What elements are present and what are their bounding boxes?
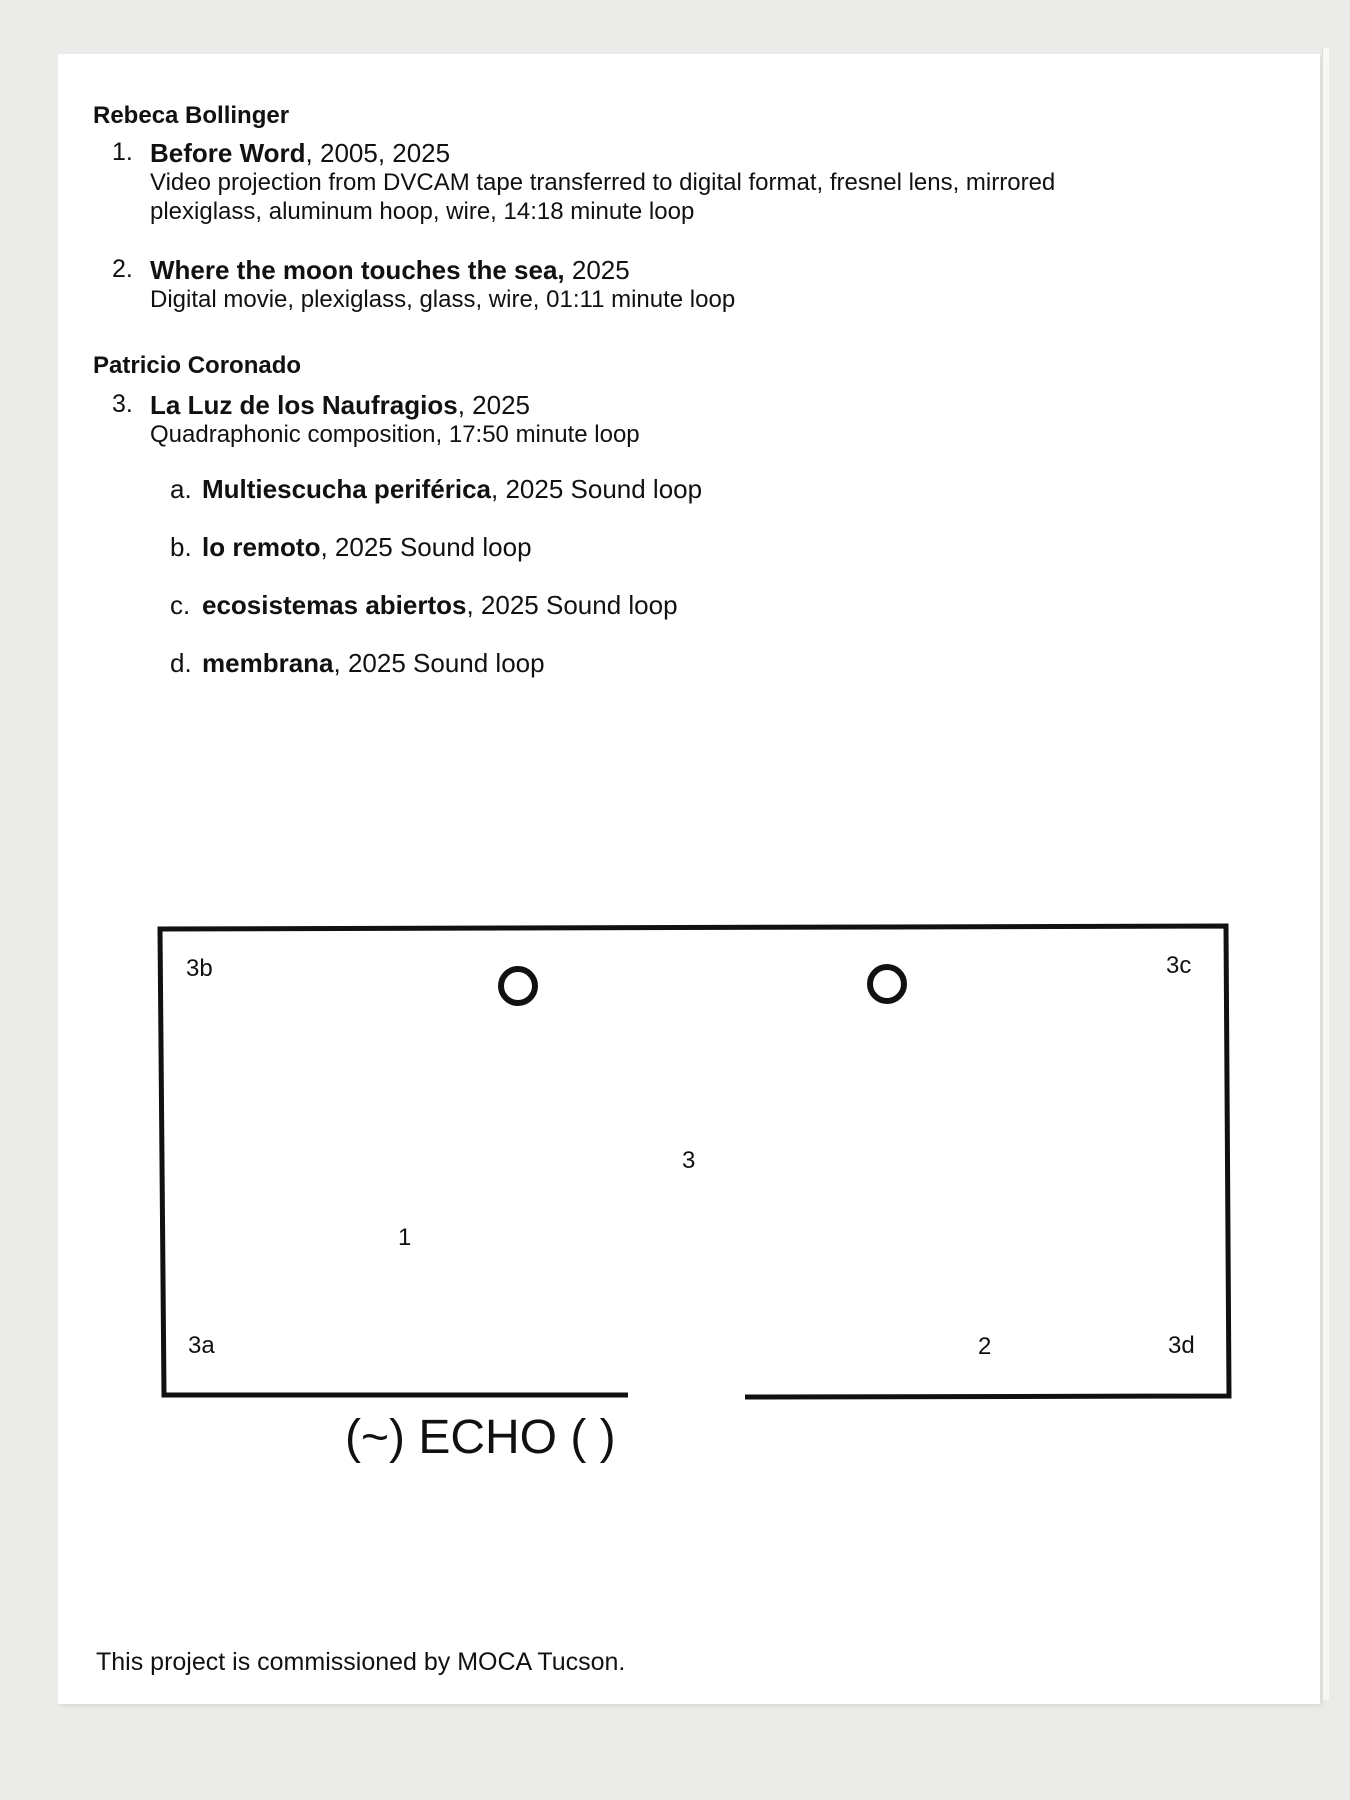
plan-label-corner: 3a (188, 1332, 215, 1359)
work-number: 1. (112, 138, 133, 166)
sub-work-letter: d. (170, 648, 192, 678)
sub-work-details: , 2025 Sound loop (466, 590, 678, 620)
sub-work-title: membrana (202, 648, 334, 678)
work-title: La Luz de los Naufragios (150, 390, 458, 420)
footer-credit: This project is commissioned by MOCA Tucson. (96, 1648, 626, 1676)
work-description: Quadraphonic composition, 17:50 minute loop (150, 421, 640, 448)
work-number: 2. (112, 255, 133, 283)
work-description: Video projection from DVCAM tape transferred to digital format, fresnel lens, mirrored plexiglass, aluminum hoop, wire, 14:18 minute loop (150, 169, 1056, 225)
sub-work-title: Multiescucha periférica (202, 474, 491, 504)
work-year: , 2025 (457, 390, 531, 420)
sub-work-title: ecosistemas abiertos (202, 590, 467, 620)
artist-name: Patricio Coronado (93, 352, 302, 379)
work-title: Before Word (150, 138, 306, 168)
artist-name: Rebeca Bollinger (93, 102, 290, 129)
plan-label-work: 2 (978, 1333, 992, 1360)
sub-work-letter: b. (170, 532, 192, 562)
sub-work-letter: c. (170, 590, 191, 620)
sub-work-details: , 2025 Sound loop (333, 648, 545, 678)
speaker-marker (870, 967, 904, 1001)
plan-label-corner: 3c (1166, 952, 1192, 979)
sub-work-title: lo remoto (202, 532, 321, 562)
plan-label-work: 3 (682, 1147, 696, 1174)
sub-work-details: , 2025 Sound loop (491, 474, 703, 504)
speaker-marker (501, 969, 535, 1003)
work-number: 3. (112, 390, 133, 418)
work-year: , 2005, 2025 (305, 138, 451, 168)
plan-label-work: 1 (398, 1224, 412, 1251)
work-description: Digital movie, plexiglass, glass, wire, 01:11 minute loop (150, 286, 736, 313)
sub-work-details: , 2025 Sound loop (320, 532, 532, 562)
plan-label-corner: 3b (186, 955, 213, 982)
sub-work-letter: a. (170, 474, 192, 504)
exhibition-title: (~) ECHO ( ) (345, 1411, 616, 1464)
work-title: Where the moon touches the sea, (150, 255, 565, 285)
plan-label-corner: 3d (1168, 1332, 1195, 1359)
work-year: 2025 (564, 255, 630, 285)
